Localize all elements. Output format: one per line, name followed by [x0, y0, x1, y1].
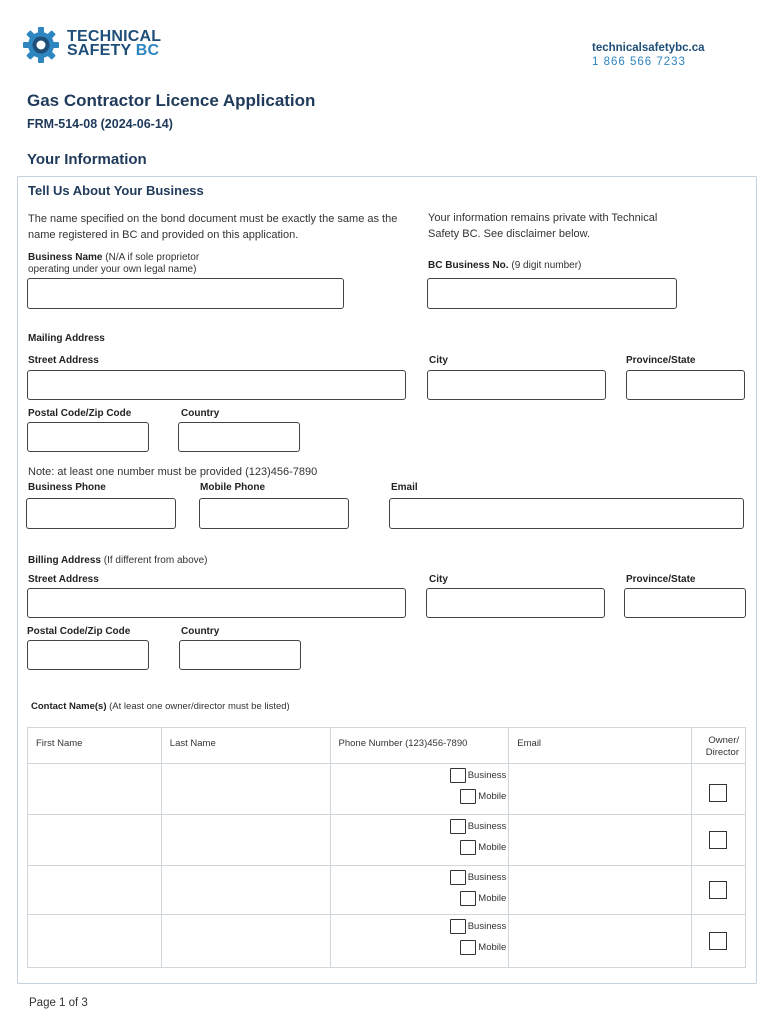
billing-province-label: Province/State: [626, 574, 696, 585]
phone-type-business[interactable]: [450, 870, 507, 885]
business-phone-label: Business Phone: [28, 482, 106, 493]
billing-postal-label: Postal Code/Zip Code: [27, 626, 131, 637]
logo-line1: TECHNICAL: [67, 28, 162, 45]
business-checkbox[interactable]: [450, 819, 466, 834]
email-input[interactable]: [389, 498, 744, 529]
business-checkbox[interactable]: [450, 870, 466, 885]
owner-cell: [691, 866, 745, 915]
business-label: Business: [467, 821, 507, 832]
business-phone-input[interactable]: [26, 498, 176, 529]
phone-type-mobile[interactable]: [460, 789, 506, 804]
mailing-postal-label: Postal Code/Zip Code: [28, 408, 132, 419]
billing-city-label: City: [429, 574, 448, 585]
email-cell[interactable]: [509, 915, 692, 968]
col-last-name: Last Name: [161, 728, 330, 764]
business-checkbox[interactable]: [450, 768, 466, 783]
col-phone: Phone Number (123)456-7890: [330, 728, 509, 764]
billing-postal-input[interactable]: [27, 640, 149, 670]
billing-country-input[interactable]: [179, 640, 301, 670]
mobile-label: Mobile: [478, 893, 507, 904]
logo-bc: BC: [135, 42, 160, 59]
mailing-province-input[interactable]: [626, 370, 745, 400]
business-label: Business: [467, 872, 507, 883]
mobile-checkbox[interactable]: [460, 891, 476, 906]
billing-street-label: Street Address: [28, 574, 99, 585]
phone-type-business[interactable]: [450, 768, 507, 783]
first-name-cell[interactable]: [28, 815, 162, 866]
page-number: Page 1 of 3: [29, 997, 88, 1009]
page-title: Gas Contractor Licence Application: [27, 91, 316, 110]
privacy-note: Your information remains private with Technical Safety BC. See disclaimer below.: [428, 212, 658, 240]
last-name-cell[interactable]: [161, 764, 330, 815]
table-row: [28, 764, 746, 815]
email-cell[interactable]: [509, 764, 692, 815]
mobile-checkbox[interactable]: [460, 840, 476, 855]
table-row: [28, 915, 746, 968]
email-cell[interactable]: [509, 815, 692, 866]
billing-address-heading: Billing Address (If different from above): [28, 555, 208, 566]
email-label: Email: [391, 482, 418, 493]
first-name-cell[interactable]: [28, 915, 162, 968]
last-name-cell[interactable]: [161, 915, 330, 968]
email-cell[interactable]: [509, 866, 692, 915]
phone-type-mobile[interactable]: [460, 940, 506, 955]
col-first-name: First Name: [28, 728, 162, 764]
col-owner-director: Owner/ Director: [691, 728, 745, 764]
mailing-postal-input[interactable]: [27, 422, 149, 452]
billing-street-input[interactable]: [27, 588, 406, 618]
mobile-phone-input[interactable]: [199, 498, 349, 529]
contacts-table: [27, 727, 746, 968]
mobile-label: Mobile: [478, 942, 507, 953]
phone-cell[interactable]: [330, 915, 509, 968]
phone-note: Note: at least one number must be provided (123)456-7890: [28, 466, 318, 478]
phone-cell[interactable]: [330, 764, 509, 815]
bc-business-no-label: BC Business No. (9 digit number): [428, 260, 582, 271]
phone-cell[interactable]: [330, 866, 509, 915]
gear-logo-icon: [22, 26, 60, 64]
bond-note: The name specified on the bond document must be exactly the same as the name registered in BC and provided on this application.: [28, 213, 398, 241]
owner-cell: [691, 764, 745, 815]
mailing-city-input[interactable]: [427, 370, 606, 400]
first-name-cell[interactable]: [28, 764, 162, 815]
phone-type-business[interactable]: [450, 919, 507, 934]
phone-cell[interactable]: [330, 815, 509, 866]
mailing-address-heading: Mailing Address: [28, 333, 105, 344]
phone-number: 1 866 566 7233: [592, 56, 686, 68]
business-name-input[interactable]: [27, 278, 344, 309]
mailing-country-input[interactable]: [178, 422, 300, 452]
mobile-phone-label: Mobile Phone: [200, 482, 265, 493]
mailing-province-label: Province/State: [626, 355, 696, 366]
last-name-cell[interactable]: [161, 866, 330, 915]
website-link[interactable]: technicalsafetybc.ca: [592, 42, 705, 54]
panel-title: Tell Us About Your Business: [28, 183, 204, 198]
table-row: [28, 866, 746, 915]
owner-director-checkbox[interactable]: [709, 831, 727, 849]
owner-cell: [691, 915, 745, 968]
phone-type-mobile[interactable]: [460, 840, 506, 855]
billing-province-input[interactable]: [624, 588, 746, 618]
mailing-street-label: Street Address: [28, 355, 99, 366]
phone-type-business[interactable]: [450, 819, 507, 834]
logo-line2: SAFETY: [67, 42, 132, 59]
owner-director-checkbox[interactable]: [709, 932, 727, 950]
first-name-cell[interactable]: [28, 866, 162, 915]
col-email: Email: [509, 728, 692, 764]
last-name-cell[interactable]: [161, 815, 330, 866]
owner-cell: [691, 815, 745, 866]
owner-director-checkbox[interactable]: [709, 881, 727, 899]
mobile-checkbox[interactable]: [460, 789, 476, 804]
contacts-header-row: [28, 728, 746, 764]
mailing-city-label: City: [429, 355, 448, 366]
billing-country-label: Country: [181, 626, 220, 637]
contacts-heading: Contact Name(s) (At least one owner/director must be listed): [31, 701, 290, 712]
mailing-country-label: Country: [181, 408, 220, 419]
mailing-street-input[interactable]: [27, 370, 406, 400]
business-checkbox[interactable]: [450, 919, 466, 934]
logo: [22, 26, 162, 66]
mobile-label: Mobile: [478, 842, 507, 853]
mobile-checkbox[interactable]: [460, 940, 476, 955]
business-label: Business: [467, 921, 507, 932]
business-name-label: Business Name (N/A if sole proprietor operating under your own legal name): [28, 252, 200, 275]
billing-city-input[interactable]: [426, 588, 605, 618]
form-number: FRM-514-08 (2024-06-14): [27, 117, 173, 131]
bc-business-no-input[interactable]: [427, 278, 677, 309]
owner-director-checkbox[interactable]: [709, 784, 727, 802]
phone-type-mobile[interactable]: [460, 891, 506, 906]
table-row: [28, 815, 746, 866]
mobile-label: Mobile: [478, 791, 507, 802]
header-contact: [592, 41, 705, 69]
business-label: Business: [467, 770, 507, 781]
section-title: Your Information: [27, 151, 147, 168]
